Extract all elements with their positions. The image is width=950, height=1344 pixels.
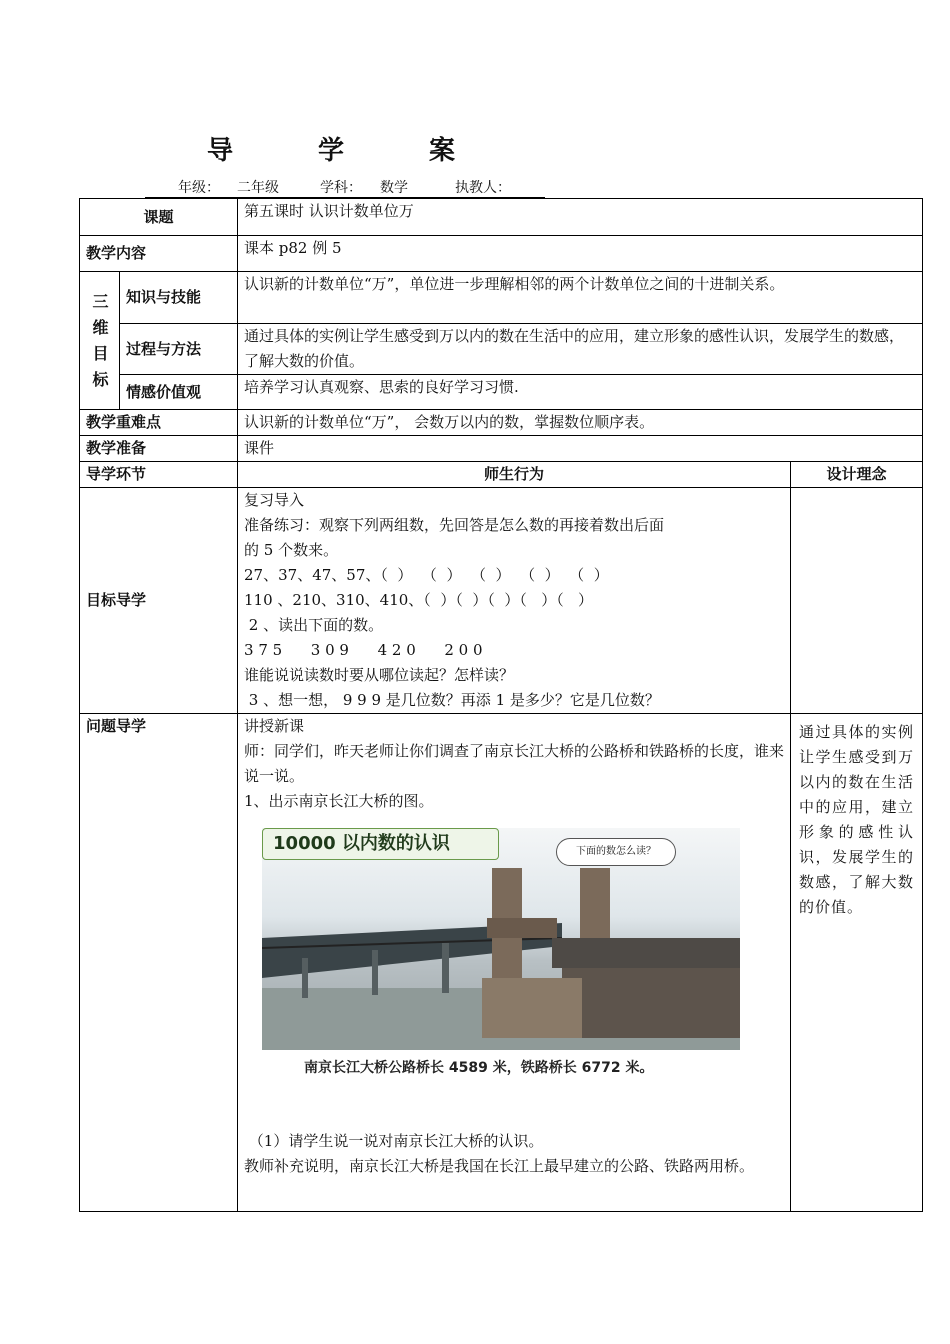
- section1-line: 110 、210、310、410、（ ）（ ）（ ）（ ）（ ）: [244, 591, 594, 609]
- image-caption: 南京长江大桥公路桥长 4589 米，铁路桥长 6772 米。: [304, 1060, 654, 1076]
- prep-value: 课件: [238, 436, 923, 462]
- image-bubble: 下面的数怎么读？: [556, 838, 676, 866]
- difficulty-value: 认识新的计数单位“万”， 会数万以内的数，掌握数位顺序表。: [238, 410, 923, 436]
- goals-cell: [80, 272, 120, 410]
- row-content: [80, 236, 923, 272]
- col-header-design: 设计理念: [791, 462, 923, 488]
- row-topic: [80, 199, 923, 236]
- section1-line: 3 、想一想， 9 9 9 是几位数？再添 1 是多少？它是几位数？: [244, 691, 660, 709]
- col-header-actions: 师生行为: [238, 462, 791, 488]
- topic-value: 第五课时 认识计数单位万: [238, 199, 923, 236]
- image-banner: 10000 以内数的认识: [262, 828, 499, 860]
- row-emotion: [80, 375, 923, 410]
- section2-explain: 教师补充说明，南京长江大桥是我国在长江上最早建立的公路、铁路两用桥。: [244, 1157, 755, 1175]
- goals-label: 三维目标: [92, 291, 109, 389]
- content-label: 教学内容: [80, 236, 238, 272]
- emotion-value: 培养学习认真观察、思索的良好学习习惯.: [238, 375, 923, 410]
- section2-body: [238, 714, 791, 1212]
- row-difficulty: [80, 410, 923, 436]
- grade-value: 二年级: [237, 180, 279, 196]
- meta-line: [145, 177, 545, 198]
- content-value: 课本 p82 例 5: [238, 236, 923, 272]
- subject-value: 数学: [380, 180, 408, 196]
- row-prep: [80, 436, 923, 462]
- section2-step1: 1、出示南京长江大桥的图。: [244, 792, 434, 810]
- knowledge-label: 知识与技能: [120, 272, 238, 324]
- section1-body: [238, 488, 791, 714]
- section1-design: [791, 488, 923, 714]
- subject-label: 学科：: [320, 180, 362, 196]
- difficulty-label: 教学重难点: [80, 410, 238, 436]
- section2-q1: （1）请学生说一说对南京长江大桥的认识。: [244, 1132, 544, 1150]
- row-process: [80, 324, 923, 375]
- section2-intro: 讲授新课: [244, 717, 305, 735]
- col-header-stage: 导学环节: [80, 462, 238, 488]
- section1-line: 复习导入: [244, 491, 305, 509]
- lesson-table: [79, 198, 923, 1212]
- page-title: 导 学 案: [206, 136, 494, 166]
- row-section2: [80, 714, 923, 1212]
- bridge-image: [262, 828, 740, 1050]
- topic-label: 课题: [80, 199, 238, 236]
- process-value: 通过具体的实例让学生感受到万以内的数在生活中的应用，建立形象的感性认识，发展学生的数感，了解大数的价值。: [238, 324, 923, 375]
- prep-label: 教学准备: [80, 436, 238, 462]
- section1-line: 27、37、47、57、（ ） （ ） （ ） （ ） （ ）: [244, 566, 609, 584]
- section1-label: 目标导学: [80, 488, 238, 714]
- knowledge-value: 认识新的计数单位“万”，单位进一步理解相邻的两个计数单位之间的十进制关系。: [238, 272, 923, 324]
- row-column-headers: [80, 462, 923, 488]
- section1-line: 准备练习：观察下列两组数，先回答是怎么数的再接着数出后面: [244, 516, 665, 534]
- section1-line: 的 5 个数来。: [244, 541, 339, 559]
- section1-line: 谁能说说读数时要从哪位读起？怎样读？: [244, 666, 515, 684]
- process-label: 过程与方法: [120, 324, 238, 375]
- teacher-label: 执教人：: [455, 180, 511, 196]
- grade-label: 年级：: [178, 180, 220, 196]
- section1-line: 3 7 5 3 0 9 4 2 0 2 0 0: [244, 641, 483, 659]
- section1-line: 2 、读出下面的数。: [244, 616, 384, 634]
- row-knowledge: [80, 272, 923, 324]
- section2-label: 问题导学: [80, 714, 238, 1212]
- section2-design-note: 通过具体的实例让学生感受到万以内的数在生活中的应用，建立形象的感性认识，发展学生的数感，了解大数的价值。: [791, 714, 923, 1212]
- emotion-label: 情感价值观: [120, 375, 238, 410]
- section2-teacher-text: 师：同学们，昨天老师让你们调查了南京长江大桥的公路桥和铁路桥的长度，谁来说一说。: [244, 742, 785, 785]
- row-section1: [80, 488, 923, 714]
